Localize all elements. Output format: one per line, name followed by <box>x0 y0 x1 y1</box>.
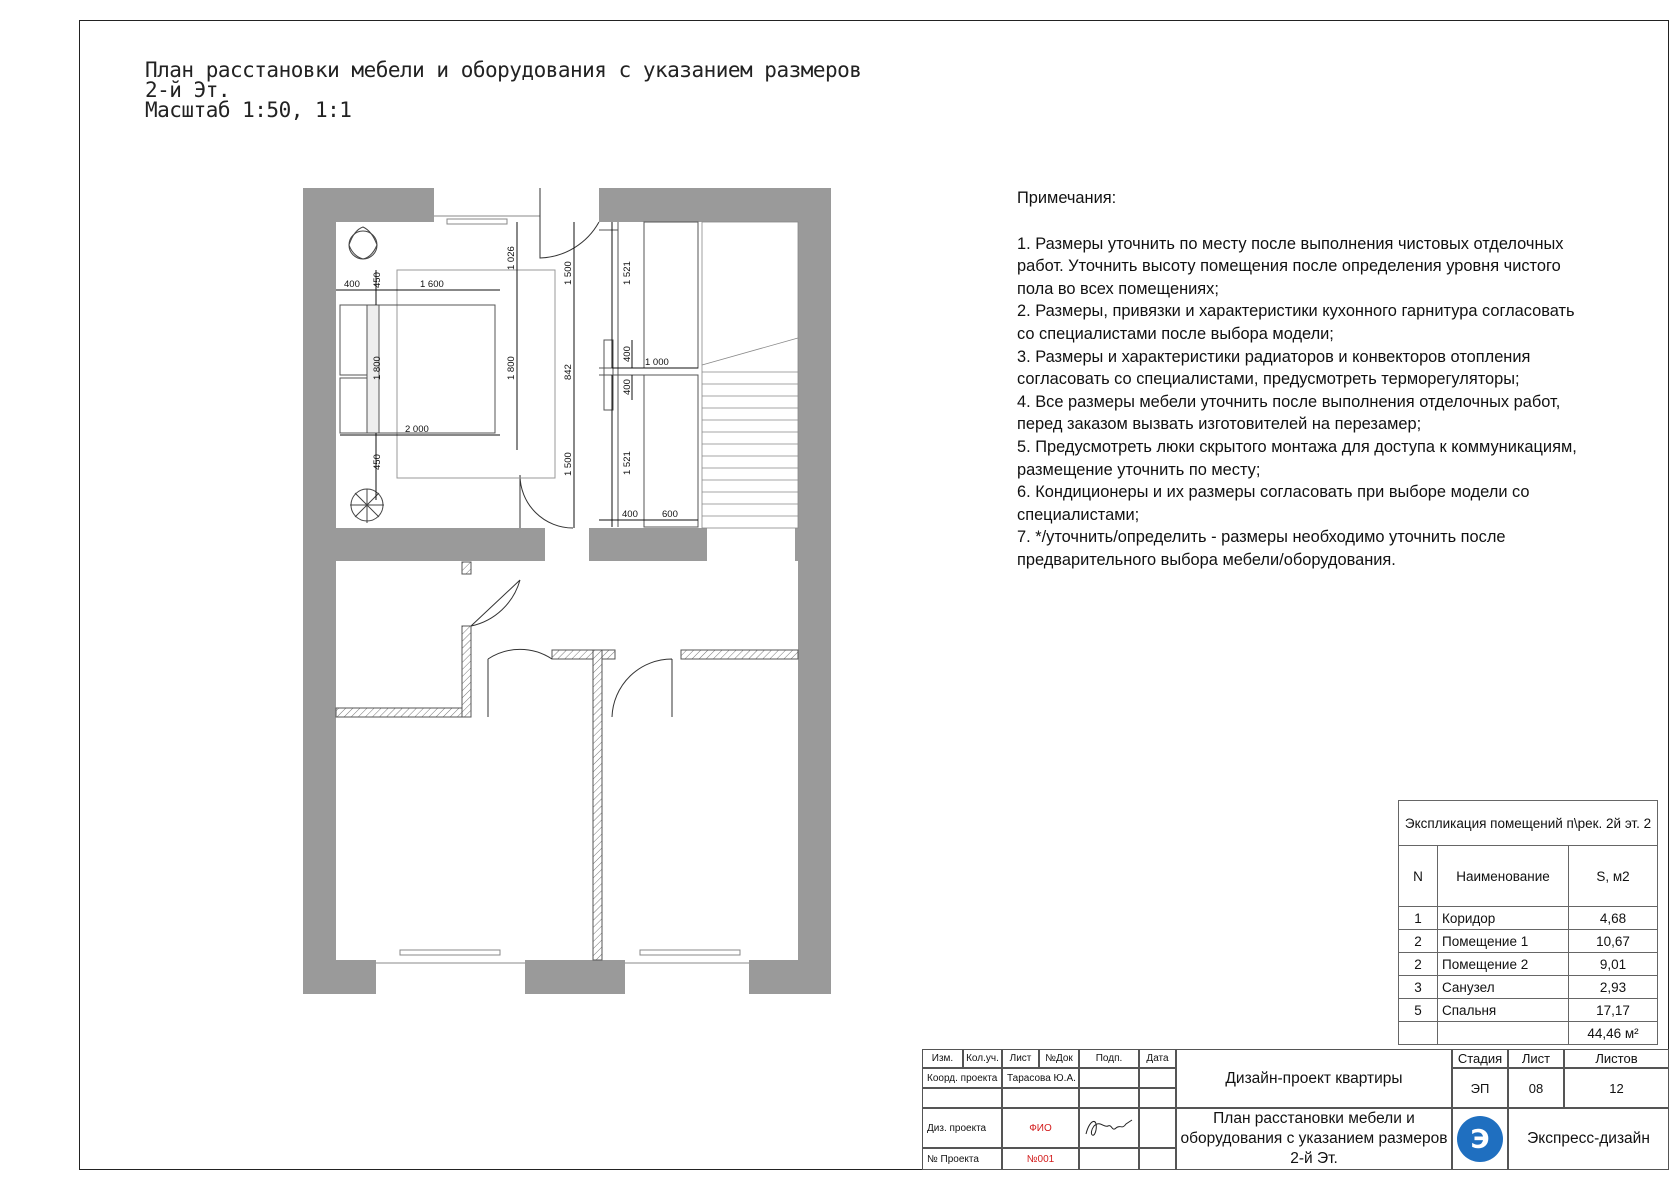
row-name: Спальня <box>1438 999 1569 1022</box>
dim-400d: 400 <box>622 509 638 520</box>
wall-bottom-1 <box>303 960 376 994</box>
dim-450a: 450 <box>372 272 383 288</box>
dim-2000: 2 000 <box>405 424 429 435</box>
outer-walls <box>303 188 831 994</box>
nightstand-bottom <box>340 378 367 433</box>
stamp-sheet: 08 <box>1508 1068 1564 1108</box>
row-name: Помещение 1 <box>1438 930 1569 953</box>
row-area: 10,67 <box>1569 930 1658 953</box>
row-n: 2 <box>1399 930 1438 953</box>
stamp-col-podp: Подп. <box>1079 1049 1139 1068</box>
row-area: 17,17 <box>1569 999 1658 1022</box>
explication-table <box>1398 800 1658 1045</box>
stamp-col-izm: Изм. <box>922 1049 963 1068</box>
explication-caption: Экспликация помещений п\рек. 2й эт. 2 <box>1399 801 1658 846</box>
dim-1800b: 1 800 <box>506 356 517 380</box>
signature-icon <box>1079 1108 1139 1148</box>
note-item: 1. Размеры уточнить по месту после выполнения чистовых отделочных работ. Уточнить высоту помещения после определения уровня чистого пола во всех помещениях; <box>1017 234 1564 298</box>
stair-treads <box>702 372 798 516</box>
dim-1500a: 1 500 <box>563 261 574 285</box>
row-area: 4,68 <box>1569 907 1658 930</box>
stamp-empty <box>1002 1088 1079 1108</box>
table-total-row <box>1399 1022 1658 1045</box>
stamp-empty <box>1139 1148 1176 1170</box>
stamp-empty <box>1079 1068 1139 1088</box>
bed <box>367 305 495 433</box>
stamp-koord-label: Коорд. проекта <box>922 1068 1002 1088</box>
wall-bottom-3 <box>749 960 831 994</box>
stamp-empty <box>1139 1088 1176 1108</box>
table-row <box>1399 953 1658 976</box>
row-n: 5 <box>1399 999 1438 1022</box>
table-row <box>1399 930 1658 953</box>
logo-letter: Э <box>1470 1125 1490 1155</box>
row-n: 3 <box>1399 976 1438 999</box>
dim-842: 842 <box>563 364 574 380</box>
sheet-title: План расстановки мебели и оборудования с указанием размеров 2-й Эт. <box>1176 1108 1452 1170</box>
wall-left <box>303 188 336 994</box>
wardrobes <box>599 222 698 527</box>
windows <box>376 188 749 994</box>
note-item: 3. Размеры и характеристики радиаторов и конвекторов отопления согласовать со специалистами, предусмотреть терморегуляторы; <box>1017 347 1531 389</box>
stamp-diz-label: Диз. проекта <box>922 1108 1002 1148</box>
stamp-stage-label: Стадия <box>1452 1049 1508 1068</box>
wall-stub <box>795 528 801 561</box>
table-row <box>1399 976 1658 999</box>
wall-bedroom-bottom <box>336 528 545 561</box>
wall-bottom-2 <box>525 960 625 994</box>
row-name: Санузел <box>1438 976 1569 999</box>
stairs <box>702 222 798 528</box>
col-n: N <box>1399 846 1438 907</box>
col-area: S, м2 <box>1569 846 1658 907</box>
dim-1026: 1 026 <box>506 246 517 270</box>
row-n: 1 <box>1399 907 1438 930</box>
door-bedroom <box>520 475 573 528</box>
note-item: 7. */уточнить/определить - размеры необходимо уточнить после предварительного выбора мебели/оборудования. <box>1017 528 1506 569</box>
door-room1 <box>488 649 552 717</box>
dim-1000: 1 000 <box>645 357 669 368</box>
company-logo-icon <box>1452 1108 1508 1170</box>
stamp-sheets: 12 <box>1564 1068 1669 1108</box>
row-area: 2,93 <box>1569 976 1658 999</box>
col-name: Наименование <box>1438 846 1569 907</box>
stamp-empty <box>922 1088 1002 1108</box>
stamp-empty <box>1139 1108 1176 1148</box>
wall-top-right <box>599 188 831 222</box>
stamp-col-list: Лист <box>1002 1049 1039 1068</box>
notes-heading: Примечания: <box>1017 189 1117 207</box>
door-corridor <box>471 580 520 626</box>
row-n: 2 <box>1399 953 1438 976</box>
note-item: 6. Кондиционеры и их размеры согласовать при выборе модели со специалистами; <box>1017 483 1530 524</box>
row-area: 9,01 <box>1569 953 1658 976</box>
title-line-1: План расстановки мебели и оборудования с указанием размеров <box>145 58 862 82</box>
partitions <box>336 562 798 960</box>
stamp-empty <box>1139 1068 1176 1088</box>
stamp-stage: ЭП <box>1452 1068 1508 1108</box>
door-room2 <box>612 659 672 717</box>
title-stamp <box>922 1049 1669 1170</box>
wall-wc-bottom <box>589 528 707 561</box>
dim-1500b: 1 500 <box>563 452 574 476</box>
table-row <box>1399 907 1658 930</box>
note-item: 2. Размеры, привязки и характеристики кухонного гарнитура согласовать со специалистами после выбора модели; <box>1017 302 1575 343</box>
nightstand-top <box>340 305 367 375</box>
stamp-col-data: Дата <box>1139 1049 1176 1068</box>
table-row <box>1399 999 1658 1022</box>
note-item: 5. Предусмотреть люки скрытого монтажа для доступа к коммуникациям, размещение уточнить по месту; <box>1017 437 1577 479</box>
stamp-proj-label: № Проекта <box>922 1148 1002 1170</box>
stamp-koord-name: Тарасова Ю.А. <box>1002 1068 1079 1088</box>
stamp-empty <box>1079 1088 1139 1108</box>
row-name: Помещение 2 <box>1438 953 1569 976</box>
window-sill-top <box>447 219 507 224</box>
total-area: 44,46 м² <box>1569 1022 1658 1045</box>
dimension-labels <box>344 246 678 520</box>
row-name: Коридор <box>1438 907 1569 930</box>
stamp-empty <box>1079 1148 1139 1170</box>
dim-1600: 1 600 <box>420 279 444 290</box>
stamp-col-kol: Кол.уч. <box>963 1049 1002 1068</box>
notes-block <box>1017 187 1577 572</box>
dim-400a: 400 <box>344 279 360 290</box>
dim-1800a: 1 800 <box>372 356 383 380</box>
stamp-proj-no: №001 <box>1002 1148 1079 1170</box>
wall-right <box>798 188 831 994</box>
title-line-3: Масштаб 1:50, 1:1 <box>145 98 352 122</box>
stamp-col-ndok: №Док <box>1039 1049 1079 1068</box>
table-header-row <box>1399 846 1658 907</box>
stamp-diz-name: ФИО <box>1002 1108 1079 1148</box>
stamp-sheet-label: Лист <box>1508 1049 1564 1068</box>
dim-450b: 450 <box>372 454 383 470</box>
dim-1521a: 1 521 <box>622 261 633 285</box>
note-item: 4. Все размеры мебели уточнить после выполнения отделочных работ, перед заказом вызвать изготовителей на перезамер; <box>1017 392 1561 434</box>
dim-400b: 400 <box>622 346 633 362</box>
stamp-sheets-label: Листов <box>1564 1049 1669 1068</box>
rug <box>397 270 555 478</box>
title-line-2: 2-й Эт. <box>145 78 231 102</box>
dim-600: 600 <box>662 509 678 520</box>
dim-400c: 400 <box>622 379 633 395</box>
company-name: Экспресс-дизайн <box>1508 1108 1669 1170</box>
project-title: Дизайн-проект квартиры <box>1176 1049 1452 1108</box>
dim-1521b: 1 521 <box>622 451 633 475</box>
